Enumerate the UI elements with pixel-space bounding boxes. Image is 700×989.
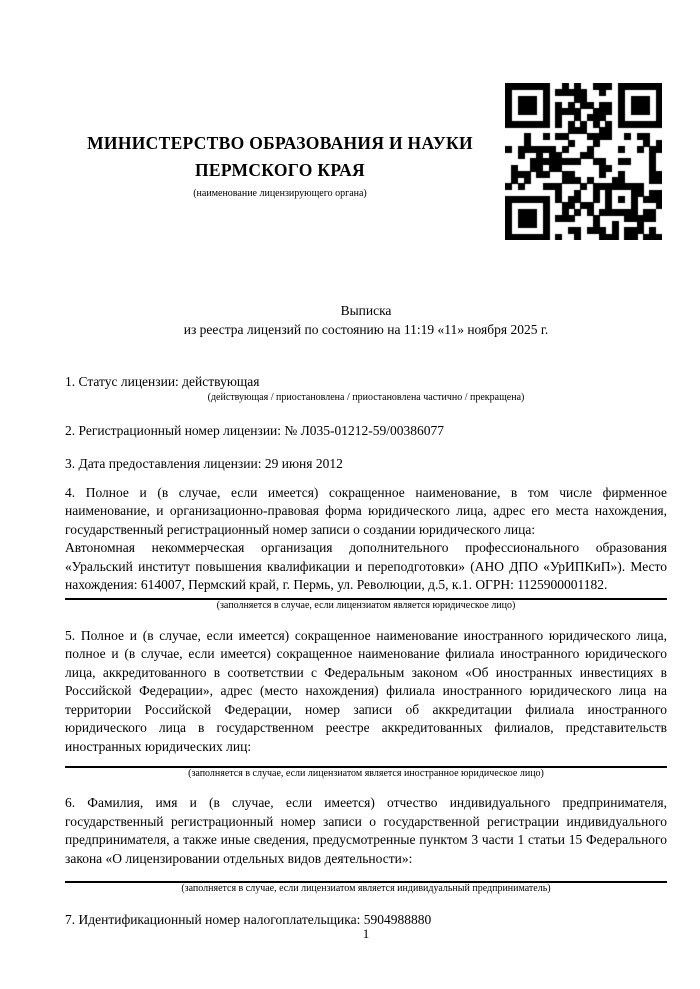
- licensing-authority-block: [65, 130, 495, 200]
- page-number: 1: [362, 926, 370, 941]
- field-legal-entity-value: Автономная некоммерческая организация дополнительного профессионального образования «Уральский институт повышения квалификации и переподготовки» (АНО ДПО «УрИПКиП»). Место нахождения: 614007, Пермский край, г. Пермь, ул. Революции, д.5, к.1. ОГРН: 1125900001182.: [65, 540, 667, 592]
- document-title-line2: из реестра лицензий по состоянию на 11:19 «11» ноября 2025 г.: [183, 321, 549, 337]
- document-body: [65, 302, 667, 930]
- document-title: [65, 302, 667, 339]
- foreign-entity-caption: (заполняется в случае, если лицензиатом является иностранное юридическое лицо): [188, 768, 544, 779]
- field-foreign-entity-label: 5. Полное и (в случае, если имеется) сокращенное наименование иностранного юридического лица, полное и (в случае, если имеется) сокращенное наименование филиала иностранного юридического лица, аккредитованного в соответствии с Федеральным законом «Об иностранных инвестициях в Российской Федерации», адрес (место нахождения) филиала иностранного юридического лица на территории Российской Федерации, номер записи об аккредитации филиала иностранного юридического лица в государственном реестре аккредитованных филиалов, представительств иностранных юридических лиц:: [65, 627, 667, 754]
- field-registration-number: 2. Регистрационный номер лицензии: № Л035-01212-59/00386077: [65, 422, 445, 438]
- individual-caption: (заполняется в случае, если лицензиатом является индивидуальный предприниматель): [181, 883, 551, 894]
- field-license-status: 1. Статус лицензии: действующая: [65, 374, 260, 389]
- field-grant-date: 3. Дата предоставления лицензии: 29 июня 2012: [65, 456, 343, 471]
- field-license-status-caption: (действующая / приостановлена / приостановлена частично / прекращена): [207, 391, 525, 403]
- field-legal-entity-label: 4. Полное и (в случае, если имеется) сокращенное наименование, в том числе фирменное наименование, и организационно-правовая форма юридического лица, адрес его места нахождения, государственный регистрационный номер записи о создании юридического лица:: [65, 484, 667, 537]
- licensing-authority-name: МИНИСТЕРСТВО ОБРАЗОВАНИЯ И НАУКИ ПЕРМСКОГО КРАЯ: [87, 133, 473, 180]
- field-individual-label: 6. Фамилия, имя и (в случае, если имеется) отчество индивидуального предпринимателя, государственный регистрационный номер записи о государственной регистрации индивидуального предпринимателя, а также иные сведения, предусмотренные пунктом 3 части 1 статьи 15 Федерального закона «О лицензировании отдельных видов деятельности»:: [65, 795, 667, 866]
- licensing-authority-caption: (наименование лицензирующего органа): [193, 188, 367, 199]
- field-taxpayer-id: 7. Идентификационный номер налогоплательщика: 5904988880: [65, 912, 432, 927]
- qr-code-icon: [505, 83, 662, 240]
- document-title-line1: Выписка: [340, 303, 392, 318]
- legal-entity-caption: (заполняется в случае, если лицензиатом является юридическое лицо): [216, 599, 516, 611]
